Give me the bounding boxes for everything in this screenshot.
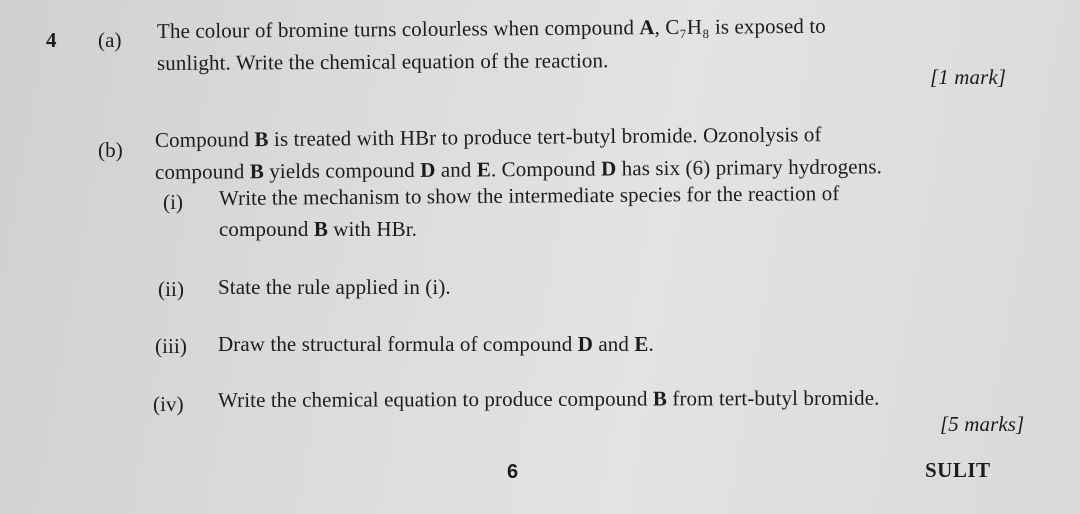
part-a-text-line2: sunlight. Write the chemical equation of the reaction. [156,48,609,75]
part-b-text-line2: compound B yields compound D and E. Compound D has six (6) primary hydrogens. [154,154,883,184]
part-a-text-line1: The colour of bromine turns colourless when compound A, C₇H₈ is exposed to [156,13,826,43]
sub-iii-text: Draw the structural formula of compound D and E. [218,332,654,356]
sub-i-text-line2: compound B with HBr. [219,217,418,241]
part-b-label: (b) [98,138,123,162]
part-a-marks: [1 mark] [930,65,1007,89]
part-a-label: (a) [98,28,122,52]
sub-ii-label: (ii) [158,277,185,301]
part-b-text-line1: Compound B is treated with HBr to produce tert-butyl bromide. Ozonolysis of [154,122,822,152]
page-number: 6 [507,461,519,483]
classification-label: SULIT [925,458,991,482]
part-b-marks: [5 marks] [940,412,1025,436]
question-number: 4 [46,28,57,52]
sub-i-label: (i) [163,190,184,214]
sub-iii-label: (iii) [155,334,187,358]
sub-iv-label: (iv) [153,392,184,416]
sub-iv-text: Write the chemical equation to produce compound B from tert-butyl bromide. [217,385,880,412]
sub-ii-text: State the rule applied in (i). [218,275,451,299]
sub-i-text-line1: Write the mechanism to show the intermediate species for the reaction of [218,181,840,210]
